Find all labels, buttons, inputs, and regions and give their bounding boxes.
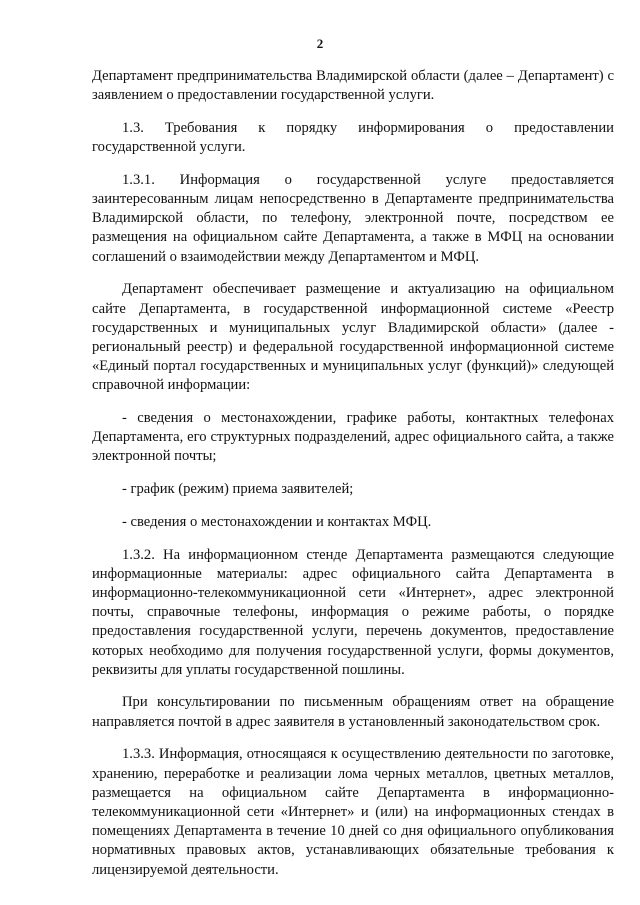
list-item-reception-schedule: - график (режим) приема заявителей;	[122, 481, 354, 498]
page-number: 2	[316, 36, 324, 51]
paragraph-department-info: Департамент обеспечивает размещение и актуализацию на официальном сайте Департамента, в государственной информационной системе «Реестр государственных и муниципальных услуг Владимирской области» (далее - региональный реестр) и федеральной государственной информационной системе «Единый портал государственных и муниципальных услуг (функций)» следующей справочной информации:	[92, 281, 614, 394]
paragraph-1-3-3: 1.3.3. Информация, относящаяся к осуществлению деятельности по заготовке, хранению, переработке и реализации лома черных металлов, цветных металлов, размещается на официальном сайте Департамента в информационно-телекоммуникационной сети «Интернет» и (или) на информационных стендах в помещениях Департамента в течение 10 дней со дня официального опубликования нормативных правовых актов, устанавливающих обязательные требования к лицензируемой деятельности.	[92, 746, 614, 878]
paragraph-1-3-2: 1.3.2. На информационном стенде Департамента размещаются следующие информационные материалы: адрес официального сайта Департамента в информационно-телекоммуникационной сети «Интернет», адрес электронной почты, справочные телефоны, информация о режиме работы, о порядке предоставления государственной услуги, перечень документов, предоставление которых необходимо для получения государственной услуги, формы документов, реквизиты для уплаты государственной пошлины.	[92, 546, 614, 678]
paragraph-1-3-1: 1.3.1. Информация о государственной услуге предоставляется заинтересованным лицам непосредственно в Департаменте предпринимательства Владимирской области, по телефону, электронной почте, посредством ее размещения на официальном сайте Департамента, а также в МФЦ на основании соглашений о взаимодействии между Департаментом и МФЦ.	[92, 171, 614, 265]
list-item-mfc-contacts: - сведения о местонахождении и контактах МФЦ.	[122, 513, 432, 530]
paragraph-written-consultation: При консультировании по письменным обращениям ответ на обращение направляется почтой в адрес заявителя в установленный законодательством срок.	[92, 694, 614, 730]
document-body	[92, 67, 614, 893]
paragraph-1-3: 1.3. Требования к порядку информирования о предоставлении государственной услуги.	[92, 119, 614, 156]
list-item-location-schedule: - сведения о местонахождении, графике работы, контактных телефонах Департамента, его структурных подразделений, адрес официального сайта, а также электронной почты;	[92, 410, 614, 465]
paragraph-intro: Департамент предпринимательства Владимирской области (далее – Департамент) с заявлением о предоставлении государственной услуги.	[92, 68, 614, 104]
